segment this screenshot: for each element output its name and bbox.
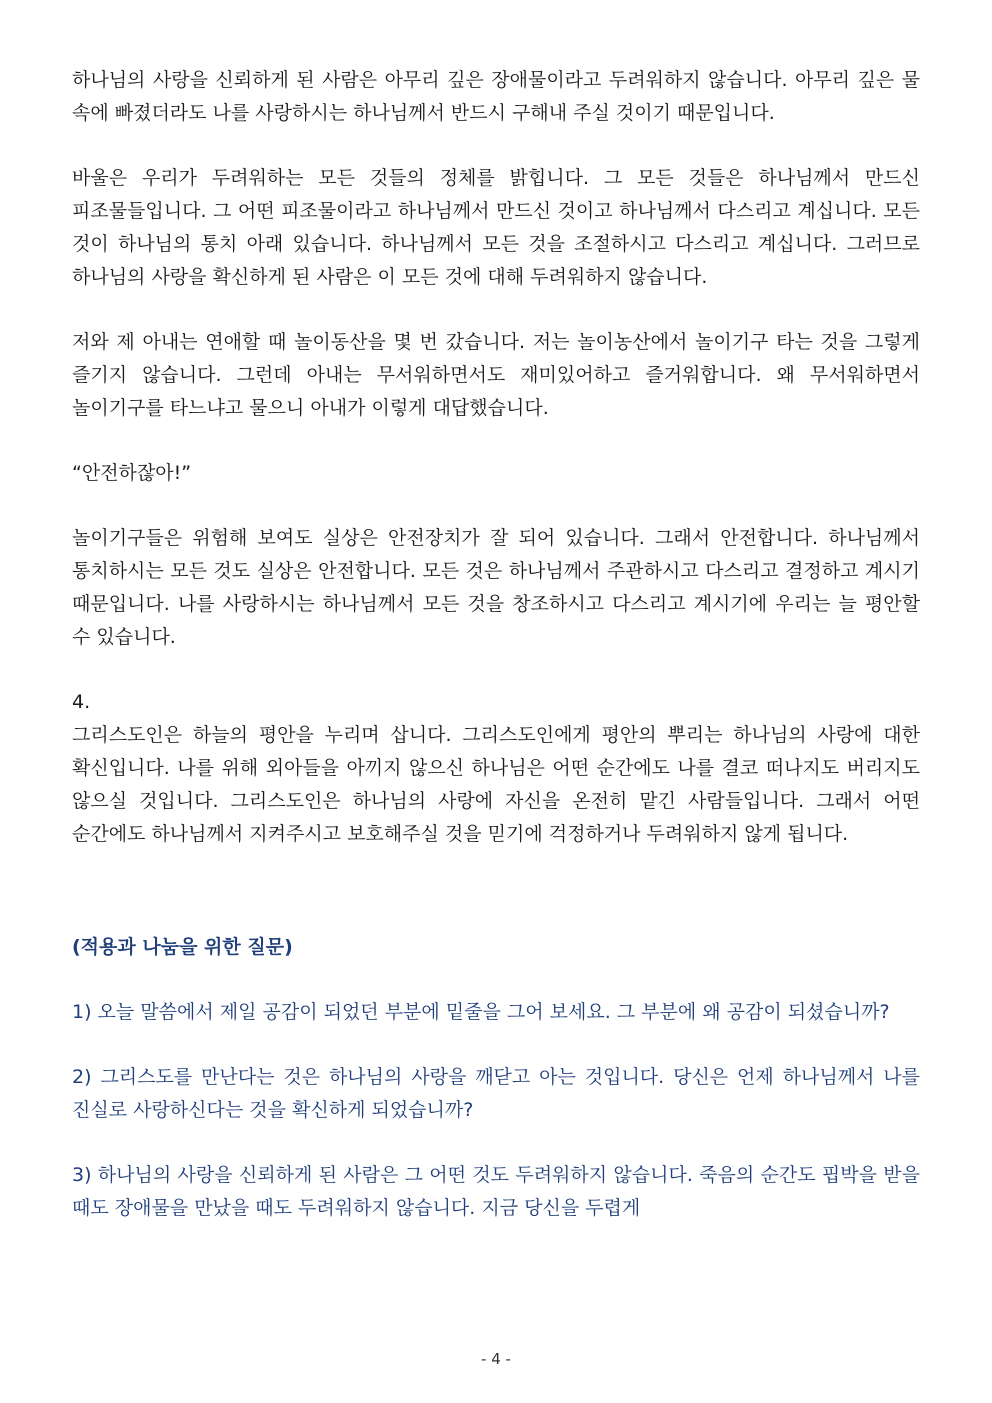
question-item: 1) 오늘 말씀에서 제일 공감이 되었던 부분에 밑줄을 그어 보세요. 그 부분에 왜 공감이 되셨습니까? <box>72 1001 890 1023</box>
section-spacer <box>72 883 920 931</box>
section-number: 4. <box>72 691 91 713</box>
body-paragraph: 놀이기구들은 위험해 보여도 실상은 안전장치가 잘 되어 있습니다. 그래서 안전합니다. 하나님께서 통치하시는 모든 것도 실상은 안전합니다. 모든 것은 하나님께서 주관하시고 다스리고 결정하고 계시기 때문입니다. 나를 사랑하시는 하나님께서 모든 것을 창조하시고 다스리고 계시기에 우리는 늘 평안할 수 있습니다. <box>72 527 920 648</box>
questions-heading: (적용과 나눔을 위한 질문) <box>72 936 293 958</box>
body-paragraph: 저와 제 아내는 연애할 때 놀이동산을 몇 번 갔습니다. 저는 놀이농산에서 놀이기구 타는 것을 그렇게 즐기지 않습니다. 그런데 아내는 무서워하면서도 재미있어하고 즐거워합니다. 왜 무서워하면서 놀이기구를 타느냐고 물으니 아내가 이렇게 대답했습니다. <box>72 331 920 419</box>
document-page <box>72 64 920 1225</box>
section-paragraph: 그리스도인은 하늘의 평안을 누리며 삽니다. 그리스도인에게 평안의 뿌리는 하나님의 사랑에 대한 확신입니다. 나를 위해 외아들을 아끼지 않으신 하나님은 어떤 순간에도 나를 결코 떠나지도 버리지도 않으실 것입니다. 그리스도인은 하나님의 사랑에 자신을 온전히 맡긴 사람들입니다. 그래서 어떤 순간에도 하나님께서 지켜주시고 보호해주실 것을 믿기에 걱정하거나 두려워하지 않게 됩니다. <box>72 724 920 845</box>
quote-paragraph: “안전하잖아!” <box>72 462 192 484</box>
body-paragraph: 바울은 우리가 두려워하는 모든 것들의 정체를 밝힙니다. 그 모든 것들은 하나님께서 만드신 피조물들입니다. 그 어떤 피조물이라고 하나님께서 만드신 것이고 하나님께서 다스리고 계십니다. 모든 것이 하나님의 통치 아래 있습니다. 하나님께서 모든 것을 조절하시고 다스리고 계십니다. 그러므로 하나님의 사랑을 확신하게 된 사람은 이 모든 것에 대해 두려워하지 않습니다. <box>72 167 920 288</box>
question-item: 2) 그리스도를 만난다는 것은 하나님의 사랑을 깨닫고 아는 것입니다. 당신은 언제 하나님께서 나를 진실로 사랑하신다는 것을 확신하게 되었습니까? <box>72 1066 920 1121</box>
body-paragraph: 하나님의 사랑을 신뢰하게 된 사람은 아무리 깊은 장애물이라고 두려워하지 않습니다. 아무리 깊은 물 속에 빠졌더라도 나를 사랑하시는 하나님께서 반드시 구해내 주실 것이기 때문입니다. <box>72 69 920 124</box>
page-number: - 4 - <box>481 1350 511 1368</box>
question-item: 3) 하나님의 사랑을 신뢰하게 된 사람은 그 어떤 것도 두려워하지 않습니다. 죽음의 순간도 핍박을 받을 때도 장애물을 만났을 때도 두려워하지 않습니다. 지금 당신을 두렵게 <box>72 1164 920 1219</box>
